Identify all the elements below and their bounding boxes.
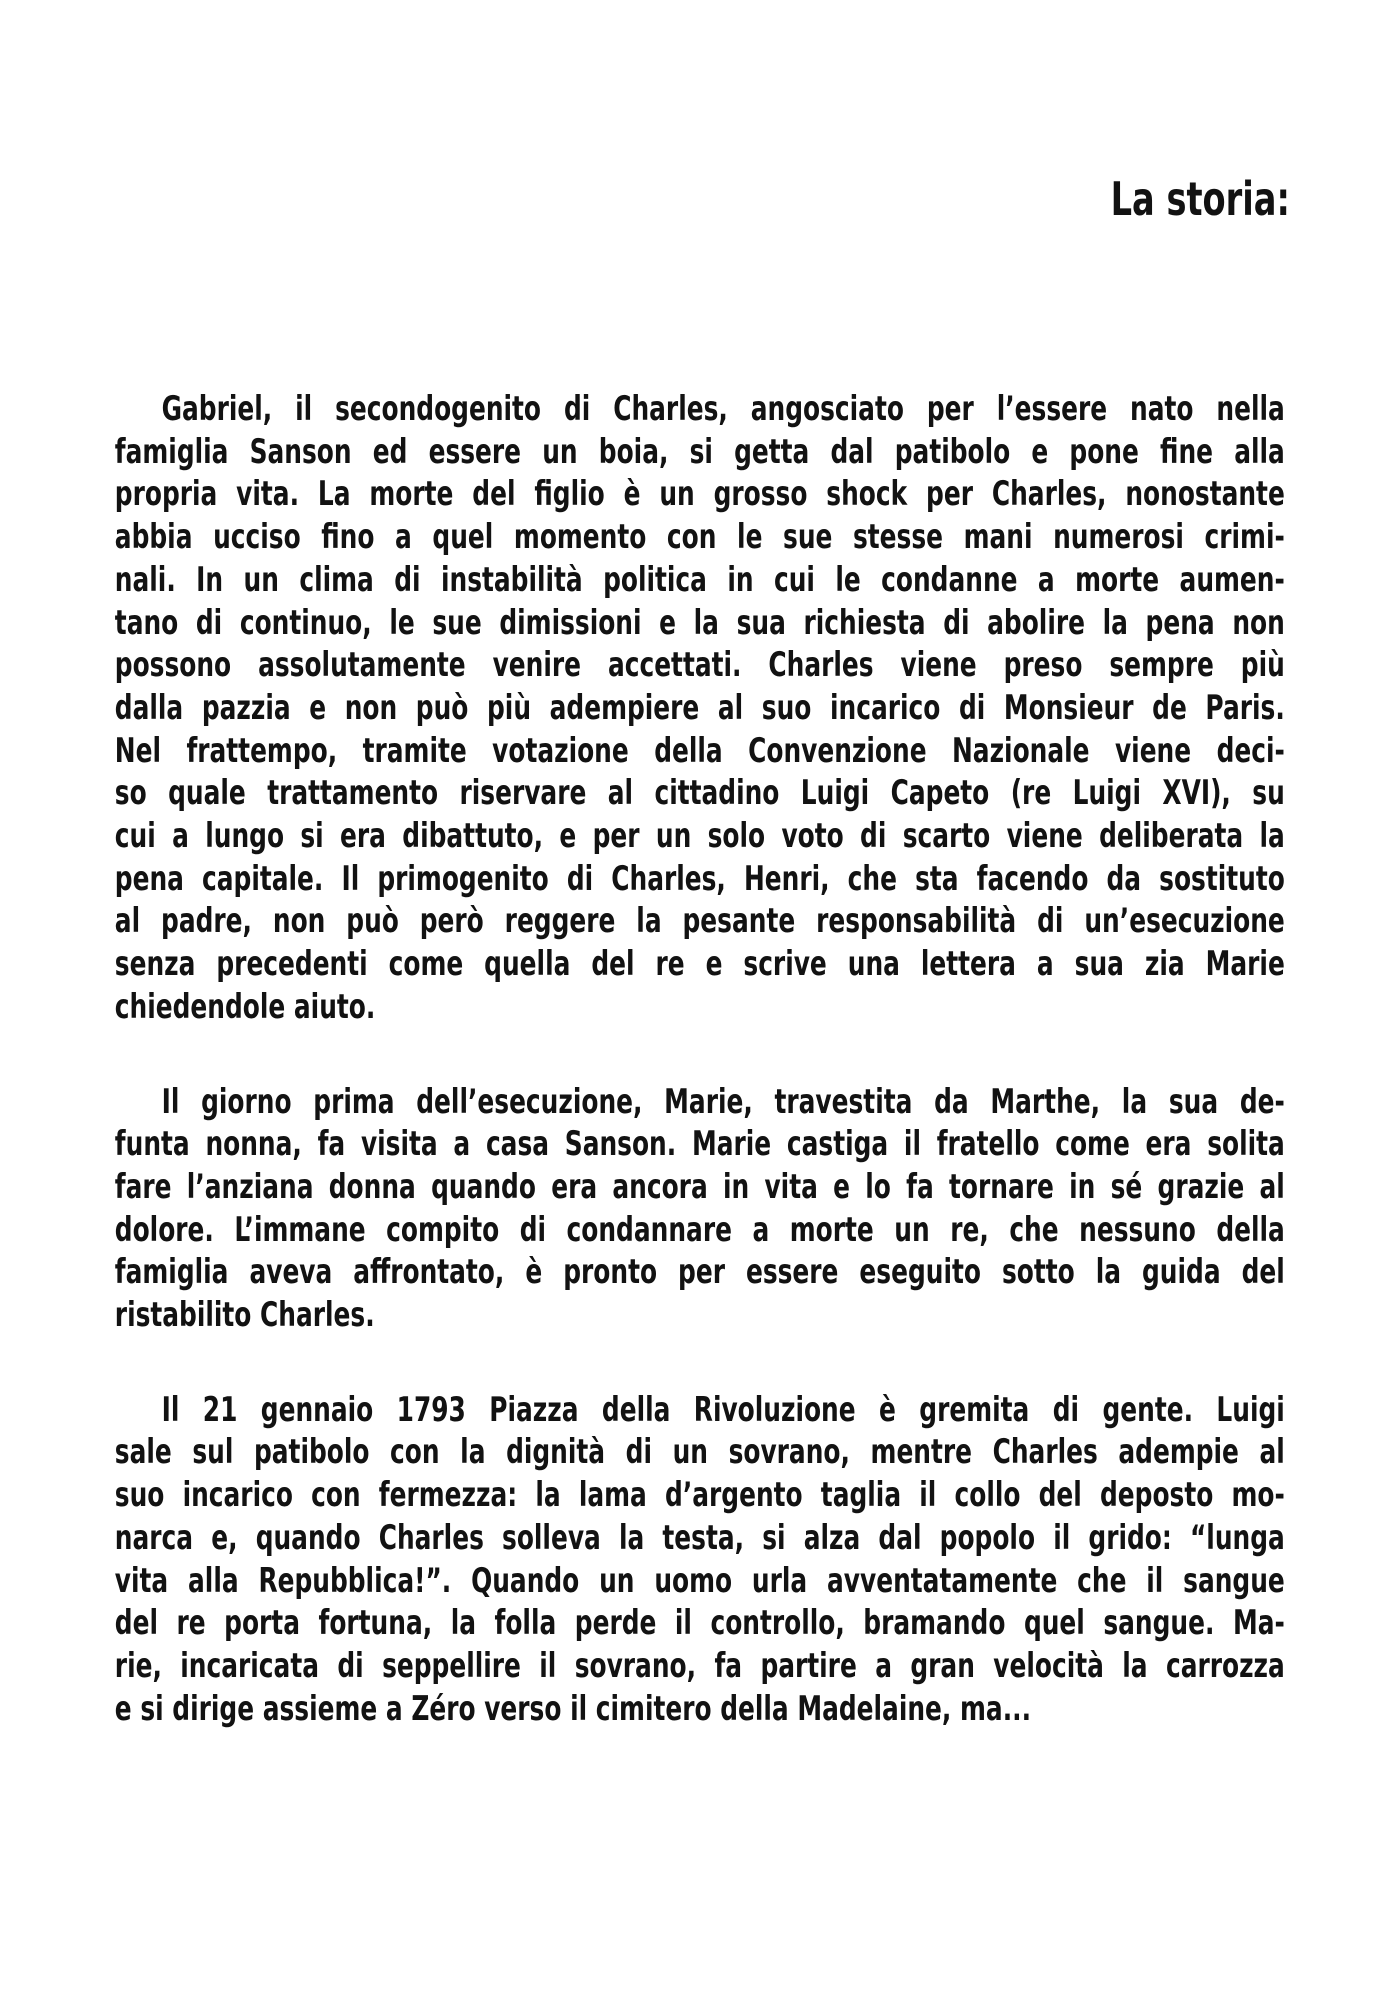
text-line: famiglia aveva affrontato, è pronto per essere eseguito sotto la guida del: [114, 1252, 1285, 1293]
text-line: dalla pazzia e non può più adempiere al suo incarico di Monsieur de Paris.: [114, 687, 1285, 728]
paragraph: [115, 388, 1285, 1029]
paragraph: [115, 1081, 1285, 1337]
text-line: tano di continuo, le sue dimissioni e la sua richiesta di abolire la pena non: [114, 602, 1285, 643]
text-line: sale sul patibolo con la dignità di un sovrano, mentre Charles adempie al: [114, 1432, 1285, 1473]
text-line: vita alla Repubblica!”. Quando un uomo urla avventatamente che il sangue: [114, 1560, 1285, 1601]
text-line: pena capitale. Il primogenito di Charles, Henri, che sta facendo da sostituto: [114, 858, 1285, 899]
text-line: so quale trattamento riservare al cittadino Luigi Capeto (re Luigi XVI), su: [114, 773, 1285, 814]
text-line: del re porta fortuna, la folla perde il controllo, bramando quel sangue. Ma-: [114, 1603, 1285, 1644]
text-line: e si dirige assieme a Zéro verso il cimitero della Madelaine, ma...: [114, 1688, 1032, 1729]
text-line: suo incarico con fermezza: la lama d’argento taglia il collo del deposto mo-: [114, 1475, 1285, 1516]
text-line: nali. In un clima di instabilità politica in cui le condanne a morte aumen-: [114, 559, 1285, 600]
text-line: Nel frattempo, tramite votazione della Convenzione Nazionale viene deci-: [114, 730, 1285, 771]
text-line: rie, incaricata di seppellire il sovrano, fa partire a gran velocità la carrozza: [114, 1645, 1285, 1686]
text-line: cui a lungo si era dibattuto, e per un solo voto di scarto viene deliberata la: [114, 816, 1285, 857]
text-line: dolore. L’immane compito di condannare a morte un re, che nessuno della: [114, 1209, 1285, 1250]
text-line: ristabilito Charles.: [114, 1295, 375, 1336]
paragraph: [115, 1389, 1285, 1731]
text-line: Il giorno prima dell’esecuzione, Marie, travestita da Marthe, la sua de-: [161, 1081, 1285, 1122]
text-line: possono assolutamente venire accettati. Charles viene preso sempre più: [114, 645, 1285, 686]
text-line: senza precedenti come quella del re e scrive una lettera a sua zia Marie: [114, 944, 1285, 985]
text-line: Il 21 gennaio 1793 Piazza della Rivoluzione è gremita di gente. Luigi: [161, 1389, 1285, 1430]
text-line: fare l’anziana donna quando era ancora in vita e lo fa tornare in sé grazie al: [114, 1166, 1285, 1207]
text-line: Gabriel, il secondogenito di Charles, angosciato per l’essere nato nella: [161, 389, 1285, 429]
text-line: famiglia Sanson ed essere un boia, si getta dal patibolo e pone fine alla: [114, 431, 1285, 472]
text-line: narca e, quando Charles solleva la testa, si alza dal popolo il grido: “lunga: [114, 1517, 1285, 1558]
text-line: funta nonna, fa visita a casa Sanson. Marie castiga il fratello come era solita: [114, 1124, 1285, 1165]
story-text: [115, 388, 1285, 1730]
page-title: La storia:: [1110, 172, 1290, 226]
text-line: al padre, non può però reggere la pesante responsabilità di un’esecuzione: [114, 901, 1285, 942]
text-line: propria vita. La morte del figlio è un grosso shock per Charles, nonostante: [114, 474, 1285, 515]
text-line: abbia ucciso fino a quel momento con le sue stesse mani numerosi crimi-: [114, 517, 1285, 558]
text-line: chiedendole aiuto.: [114, 986, 376, 1027]
